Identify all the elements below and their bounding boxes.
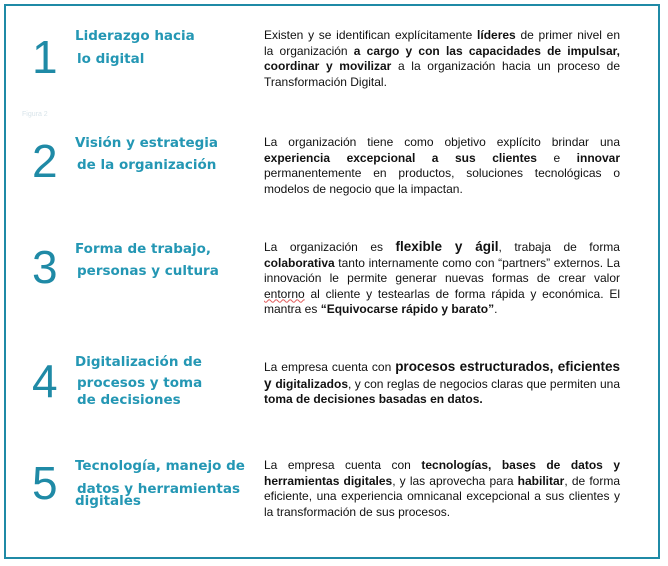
pillar-description xyxy=(264,239,620,318)
pillar-title-line: datos y herramientas xyxy=(77,481,240,497)
pillar-title xyxy=(75,456,255,511)
description-segment: flexible y ágil xyxy=(395,239,499,254)
description-segment: . xyxy=(494,302,498,316)
description-segment: digitalizados xyxy=(275,376,349,391)
description-segment: entorno xyxy=(264,286,305,301)
description-segment: “Equivocarse rápido y barato” xyxy=(320,302,495,316)
description-segment: procesos estructurados, eficientes y xyxy=(264,359,620,391)
pillar-title-line: Tecnología, manejo de xyxy=(75,458,245,474)
description-segment: a la organización hacia un proceso de Transformación Digital. xyxy=(264,59,620,89)
pillar-title-line: Forma de trabajo, xyxy=(75,241,212,257)
description-segment: , trabaja de forma xyxy=(498,240,620,254)
description-segment: La organización tiene como objetivo explícito brindar una xyxy=(264,135,620,149)
description-segment: líderes xyxy=(477,28,516,42)
description-segment: Existen y se identifican explícitamente xyxy=(264,28,478,42)
description-segment: e xyxy=(536,150,577,165)
pillar-number: 1 xyxy=(32,31,58,83)
description-segment: experiencia excepcional a sus clientes xyxy=(264,150,537,165)
pillar-description xyxy=(264,135,620,197)
pillar-title-line: lo digital xyxy=(77,51,145,67)
pillar-number: 4 xyxy=(32,355,58,407)
description-segment: La empresa cuenta con xyxy=(264,360,396,374)
description-segment: tanto internamente como con “partners” externos. La innovación le permite generar nuevas formas de crear valor xyxy=(264,255,620,285)
pillar-title-line: procesos y toma xyxy=(77,375,203,391)
pillar-title xyxy=(75,352,255,410)
description-segment: al cliente y testearlas de forma rápida y económica. El mantra es xyxy=(264,286,620,316)
description-segment: La organización es xyxy=(264,240,396,254)
description-segment: innovar xyxy=(576,150,621,165)
pillar-title xyxy=(75,26,255,69)
description-segment: toma de decisiones basadas en datos. xyxy=(264,392,483,406)
description-segment: , y las aprovecha para xyxy=(392,473,518,488)
description-segment: , de forma eficiente, una experiencia omnicanal excepcional a sus clientes y la transformación de sus procesos. xyxy=(264,473,620,519)
pillar-number: 2 xyxy=(32,135,58,187)
description-segment: , y con reglas de negocios claras que permiten una xyxy=(348,376,621,391)
pillar-title-line: Visión y estrategia xyxy=(75,135,219,151)
pillar-description xyxy=(264,359,620,408)
pillar-title xyxy=(75,239,255,281)
pillar-title-line: Digitalización de xyxy=(75,354,202,370)
description-segment: de primer nivel en la organización xyxy=(264,28,620,58)
pillar-title xyxy=(75,133,255,175)
pillar-title-line: digitales xyxy=(75,493,141,509)
description-segment: colaborativa xyxy=(264,255,335,270)
pillar-title-line: Liderazgo hacia xyxy=(75,28,195,44)
pillar-title-line: de decisiones xyxy=(77,392,181,408)
description-segment: permanentemente en productos, soluciones tecnológicas o modelos de negocio que la impactan. xyxy=(264,166,620,196)
pillar-description xyxy=(264,28,620,90)
pillar-title-line: de la organización xyxy=(77,157,217,173)
description-segment: a cargo y con las capacidades de impulsar, coordinar y movilizar xyxy=(264,43,620,73)
pillar-title-line: personas y cultura xyxy=(77,263,219,279)
pillar-number: 5 xyxy=(32,457,58,509)
pillar-description xyxy=(264,458,620,520)
description-segment: tecnologías, bases de datos y herramientas digitales xyxy=(264,458,620,488)
description-segment: habilitar xyxy=(517,473,565,488)
figure-label: Figura 2 xyxy=(22,111,48,118)
pillar-number: 3 xyxy=(32,241,58,293)
description-segment: La empresa cuenta con xyxy=(264,458,422,472)
